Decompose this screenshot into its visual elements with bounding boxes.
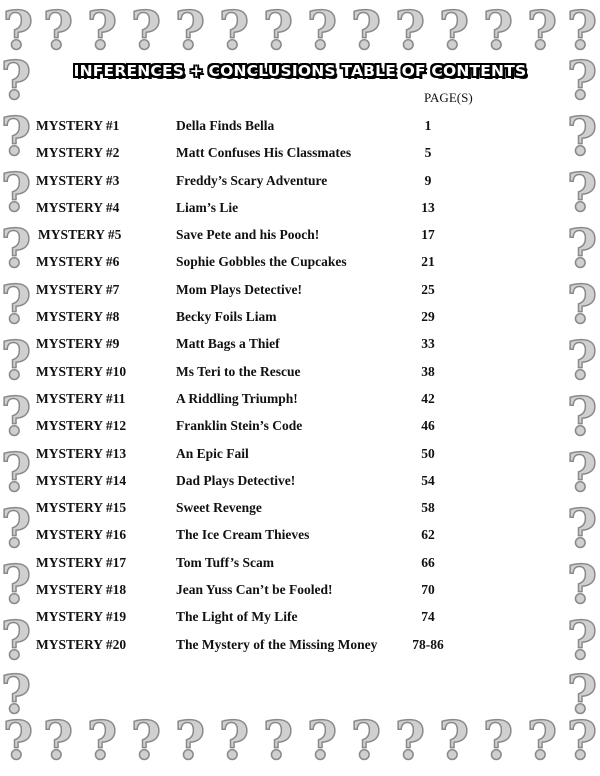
- question-mark-icon: ?: [42, 1, 74, 62]
- question-mark-icon: ?: [42, 711, 74, 772]
- question-mark-icon: ?: [526, 1, 558, 62]
- question-mark-icon: ?: [0, 443, 32, 504]
- mystery-title: Becky Foils Liam: [176, 309, 277, 325]
- page-number: 42: [421, 390, 435, 406]
- page-number: 25: [421, 281, 435, 297]
- mystery-title: Ms Teri to the Rescue: [176, 363, 301, 379]
- table-of-contents: [0, 115, 600, 661]
- mystery-number: MYSTERY #19: [36, 609, 127, 625]
- question-mark-icon: ?: [566, 499, 598, 560]
- question-mark-icon: ?: [0, 331, 32, 392]
- mystery-number: MYSTERY #9: [36, 336, 120, 352]
- mystery-title: The Light of My Life: [176, 609, 298, 625]
- question-mark-icon: ?: [2, 711, 34, 772]
- mystery-title: Franklin Stein’s Code: [176, 418, 303, 434]
- page-number: 9: [424, 172, 432, 188]
- question-mark-icon: ?: [566, 665, 598, 726]
- question-mark-icon: ?: [566, 387, 598, 448]
- question-mark-icon: ?: [306, 1, 338, 62]
- mystery-number: MYSTERY #1: [36, 118, 120, 133]
- mystery-title: Freddy’s Scary Adventure: [176, 172, 328, 188]
- page-number: 58: [421, 500, 435, 516]
- question-mark-icon: ?: [0, 219, 32, 280]
- mystery-title: Jean Yuss Can’t be Fooled!: [176, 582, 333, 598]
- mystery-title: Sweet Revenge: [176, 500, 262, 516]
- question-mark-icon: ?: [482, 711, 514, 772]
- page-number: 17: [421, 227, 435, 243]
- toc-row: [0, 388, 600, 415]
- question-mark-icon: ?: [566, 611, 598, 672]
- question-mark-icon: ?: [566, 163, 598, 224]
- question-mark-icon: ?: [566, 443, 598, 504]
- mystery-title: An Epic Fail: [176, 445, 249, 461]
- mystery-title: Save Pete and his Pooch!: [176, 227, 320, 243]
- mystery-number: MYSTERY #10: [36, 363, 127, 379]
- page-number: 46: [421, 418, 435, 434]
- question-mark-icon: ?: [130, 1, 162, 62]
- question-mark-icon: ?: [0, 107, 32, 168]
- question-mark-icon: ?: [526, 711, 558, 772]
- toc-row: [0, 142, 600, 169]
- mystery-number: MYSTERY #5: [38, 227, 122, 243]
- toc-row: [0, 415, 600, 442]
- mystery-number: MYSTERY #14: [36, 472, 127, 488]
- mystery-number: MYSTERY #17: [36, 554, 127, 570]
- page-number: 50: [421, 445, 435, 461]
- page-number: 66: [421, 554, 435, 570]
- question-mark-icon: ?: [566, 711, 598, 772]
- toc-row: [0, 306, 600, 333]
- page-number: 78-86: [412, 636, 444, 652]
- toc-row: [0, 606, 600, 633]
- toc-row: [0, 170, 600, 197]
- mystery-number: MYSTERY #3: [36, 172, 120, 188]
- question-mark-icon: ?: [394, 711, 426, 772]
- question-mark-icon: ?: [394, 1, 426, 62]
- mystery-number: MYSTERY #6: [36, 254, 120, 270]
- question-mark-icon: ?: [174, 1, 206, 62]
- question-mark-icon: ?: [566, 1, 598, 62]
- mystery-number: MYSTERY #2: [36, 145, 120, 161]
- page-number: 54: [421, 472, 435, 488]
- mystery-number: MYSTERY #16: [36, 527, 127, 543]
- question-mark-icon: ?: [2, 1, 34, 62]
- question-mark-icon: ?: [86, 711, 118, 772]
- question-mark-icon: ?: [438, 1, 470, 62]
- mystery-title: Liam’s Lie: [176, 199, 239, 215]
- toc-row: [0, 251, 600, 278]
- mystery-number: MYSTERY #8: [36, 309, 120, 325]
- question-mark-icon: ?: [566, 107, 598, 168]
- mystery-number: MYSTERY #13: [36, 445, 127, 461]
- mystery-number: MYSTERY #20: [36, 636, 127, 652]
- question-mark-icon: ?: [218, 711, 250, 772]
- question-mark-icon: ?: [130, 711, 162, 772]
- mystery-number: MYSTERY #4: [36, 199, 120, 215]
- question-mark-icon: ?: [566, 219, 598, 280]
- toc-row: [0, 333, 600, 360]
- page-number: 33: [421, 336, 435, 352]
- toc-row: [0, 497, 600, 524]
- page-number: 74: [421, 609, 435, 625]
- toc-row: [0, 443, 600, 470]
- mystery-number: MYSTERY #7: [36, 281, 120, 297]
- mystery-title: Matt Bags a Thief: [176, 336, 280, 352]
- toc-row: [0, 197, 600, 224]
- page-number: 13: [421, 199, 435, 215]
- mystery-title: Tom Tuff’s Scam: [176, 554, 275, 570]
- toc-row: [0, 634, 600, 661]
- mystery-title: Della Finds Bella: [176, 118, 275, 133]
- mystery-title: A Riddling Triumph!: [176, 390, 298, 406]
- question-mark-icon: ?: [218, 1, 250, 62]
- question-mark-icon: ?: [0, 499, 32, 560]
- page-number: 29: [421, 309, 435, 325]
- question-mark-icon: ?: [0, 275, 32, 336]
- mystery-title: Matt Confuses His Classmates: [176, 145, 352, 161]
- page-number: 38: [421, 363, 435, 379]
- toc-row: [0, 579, 600, 606]
- question-mark-icon: ?: [350, 1, 382, 62]
- question-mark-icon: ?: [566, 331, 598, 392]
- mystery-number: MYSTERY #15: [36, 500, 127, 516]
- question-mark-icon: ?: [566, 555, 598, 616]
- question-mark-icon: ?: [0, 611, 32, 672]
- mystery-number: MYSTERY #12: [36, 418, 127, 434]
- page-title: INFERENCES + CONCLUSIONS TABLE OF CONTENTS: [73, 62, 527, 80]
- mystery-title: Dad Plays Detective!: [176, 472, 296, 488]
- question-mark-icon: ?: [0, 51, 32, 112]
- question-mark-icon: ?: [0, 555, 32, 616]
- question-mark-icon: ?: [0, 163, 32, 224]
- toc-row: [0, 224, 600, 251]
- toc-row: [0, 524, 600, 551]
- toc-row: [0, 470, 600, 497]
- question-mark-icon: ?: [306, 711, 338, 772]
- toc-row: [0, 361, 600, 388]
- toc-row: [0, 115, 600, 142]
- mystery-number: MYSTERY #11: [36, 390, 126, 406]
- toc-row: [0, 552, 600, 579]
- mystery-title: Sophie Gobbles the Cupcakes: [176, 254, 347, 270]
- question-mark-icon: ?: [350, 711, 382, 772]
- page-number: 21: [421, 254, 435, 270]
- question-mark-icon: ?: [438, 711, 470, 772]
- question-mark-icon: ?: [262, 711, 294, 772]
- toc-row: [0, 279, 600, 306]
- mystery-title: Mom Plays Detective!: [176, 281, 302, 297]
- mystery-title: The Ice Cream Thieves: [176, 527, 310, 543]
- question-mark-icon: ?: [566, 275, 598, 336]
- question-mark-icon: ?: [482, 1, 514, 62]
- pages-column-header: PAGE(S): [424, 90, 473, 105]
- page-number: 70: [421, 582, 435, 598]
- question-mark-icon: ?: [566, 51, 598, 112]
- page-number: 1: [424, 118, 432, 133]
- mystery-number: MYSTERY #18: [36, 582, 127, 598]
- question-mark-icon: ?: [0, 665, 32, 726]
- question-mark-icon: ?: [262, 1, 294, 62]
- question-mark-icon: ?: [174, 711, 206, 772]
- page-number: 5: [424, 145, 432, 161]
- question-mark-icon: ?: [0, 387, 32, 448]
- page-number: 62: [421, 527, 435, 543]
- question-mark-icon: ?: [86, 1, 118, 62]
- mystery-title: The Mystery of the Missing Money: [176, 636, 378, 652]
